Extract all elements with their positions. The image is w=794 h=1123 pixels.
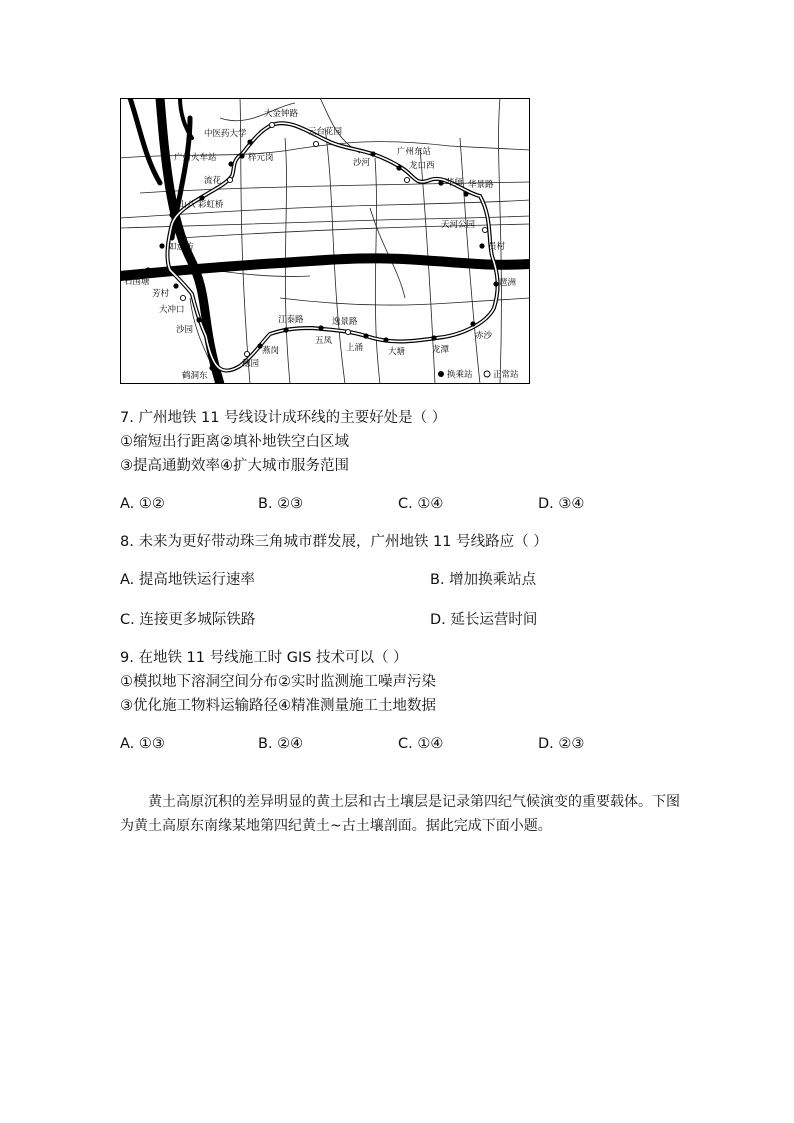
legend-transfer-symbol (438, 371, 444, 377)
station-label-suiyuan: 穗园 (242, 359, 260, 369)
question-9-stem: 9. 在地铁 11 号线施工时 GIS 技术可以（ ） (120, 650, 408, 666)
station-marker-zhongshanba (169, 212, 174, 217)
station-label-jiangtailu: 江泰路 (278, 315, 304, 325)
legend-normal-label: 正常站 (493, 370, 519, 380)
station-marker-shiweitang (145, 267, 150, 272)
station-label-guangzhouhuochezhan: 广州火车站 (174, 153, 217, 163)
question-7-option-d: D. ③④ (538, 496, 585, 512)
station-label-shahe: 沙河 (353, 158, 371, 168)
station-marker-huajinglu (463, 191, 468, 196)
station-marker-guangzhouhuochezhan (228, 161, 233, 166)
question-7-item-2: ③提高通勤效率④扩大城市服务范围 (120, 458, 349, 474)
question-7-stem: 7. 广州地铁 11 号线设计成环线的主要好处是（ ） (120, 410, 447, 426)
station-label-huashi: 华师 (446, 178, 464, 188)
station-marker-fangcun (173, 283, 178, 288)
loess-passage (120, 790, 680, 838)
metro-line-11-map (120, 98, 530, 384)
question-9-item-2: ③优化施工物料运输路径④精准测量施工土地数据 (120, 698, 436, 714)
station-marker-tianhegongyuan (482, 227, 487, 232)
question-8-option-c: C. 连接更多城际铁路 (120, 612, 256, 628)
station-label-shiweitang: 石围塘 (124, 277, 150, 287)
question-9-option-c: C. ①④ (398, 736, 444, 752)
station-label-dachongkou: 大冲口 (159, 305, 185, 315)
station-label-chisha: 赤沙 (475, 331, 493, 341)
legend-normal-symbol (484, 371, 490, 377)
station-label-ziyuangang: 梓元岗 (248, 153, 274, 163)
station-marker-datang (383, 337, 388, 342)
station-marker-suiyuan (244, 351, 249, 356)
question-9-option-a: A. ①③ (120, 736, 165, 752)
station-marker-guangzhoudongzhan (396, 165, 401, 170)
station-marker-ruyifang (159, 243, 164, 248)
station-marker-shahe (370, 151, 375, 156)
station-label-zhongyiyao: 中医药大学 (204, 129, 247, 139)
station-marker-shangchong (363, 333, 368, 338)
station-marker-huashi (438, 180, 443, 185)
station-marker-longtan (431, 335, 436, 340)
question-7-option-a: A. ①② (120, 496, 165, 512)
question-8-option-b: B. 增加换乘站点 (430, 572, 537, 588)
station-label-tianhegongyuan: 天河公园 (441, 220, 476, 230)
legend-transfer-label: 换乘站 (447, 370, 473, 380)
station-label-shayuan: 沙园 (176, 325, 194, 335)
station-label-yangang: 燕岗 (262, 346, 280, 356)
station-marker-ziyuangang (239, 153, 244, 158)
station-marker-zhongyiyao (247, 139, 252, 144)
loess-passage-text: 黄土高原沉积的差异明显的黄土层和古土壤层是记录第四纪气候演变的重要载体。下图为黄土高原东南缘某地第四纪黄土~古土壤剖面。据此完成下面小题。 (120, 794, 680, 834)
station-marker-liuhua (227, 177, 232, 182)
station-label-huajinglu: 华景路 (468, 180, 494, 190)
station-marker-longkouxi (404, 177, 409, 182)
station-label-datang: 大塘 (388, 347, 406, 357)
station-label-fangcun: 芳村 (152, 289, 170, 299)
station-label-caihongqiao: 彩虹桥 (198, 200, 224, 210)
station-marker-hedongdong (209, 365, 214, 370)
question-8-option-d: D. 延长运营时间 (430, 612, 538, 628)
station-label-wufeng: 五凤 (315, 336, 333, 346)
question-8-stem: 8. 未来为更好带动珠三角城市群发展，广州地铁 11 号线路应（ ） (120, 534, 548, 550)
station-label-shangchong: 上涌 (346, 343, 364, 353)
station-label-hedongdong: 鹤洞东 (182, 371, 208, 381)
station-label-longkouxi: 龙口西 (409, 161, 435, 171)
station-marker-wufeng (318, 325, 323, 330)
station-marker-dachongkou (180, 295, 185, 300)
station-marker-yuancun (479, 243, 484, 248)
station-marker-yijinglu (345, 329, 350, 334)
station-label-zhongshanba: 中山八 (170, 200, 196, 210)
question-8-option-a: A. 提高地铁运行速率 (120, 572, 255, 588)
question-9-option-b: B. ②④ (258, 736, 304, 752)
station-marker-jiangtailu (283, 327, 288, 332)
station-marker-dajinzhonglu (269, 122, 274, 127)
station-label-pazhou: 琶洲 (499, 278, 517, 288)
question-7-item-1: ①缩短出行距离②填补地铁空白区域 (120, 434, 349, 450)
question-7-option-c: C. ①④ (398, 496, 444, 512)
station-label-dajinzhonglu: 大金钟路 (264, 109, 299, 119)
station-marker-shayuan (196, 317, 201, 322)
station-label-yijinglu: 逸景路 (332, 317, 358, 327)
station-label-yuntaihuayuan: 云台花园 (308, 127, 343, 137)
station-marker-chisha (470, 321, 475, 326)
station-marker-pazhou (493, 281, 498, 286)
question-9-item-1: ①模拟地下溶洞空间分布②实时监测施工噪声污染 (120, 674, 436, 690)
question-9-option-d: D. ②③ (538, 736, 585, 752)
station-label-ruyifang: 如意坊 (168, 242, 194, 252)
station-label-yuancun: 员村 (488, 242, 506, 252)
station-label-longtan: 龙潭 (432, 345, 450, 355)
station-marker-yuntaihuayuan (313, 141, 318, 146)
question-7-option-b: B. ②③ (258, 496, 304, 512)
station-label-guangzhoudongzhan: 广州东站 (397, 147, 432, 157)
station-label-liuhua: 流花 (204, 176, 222, 186)
